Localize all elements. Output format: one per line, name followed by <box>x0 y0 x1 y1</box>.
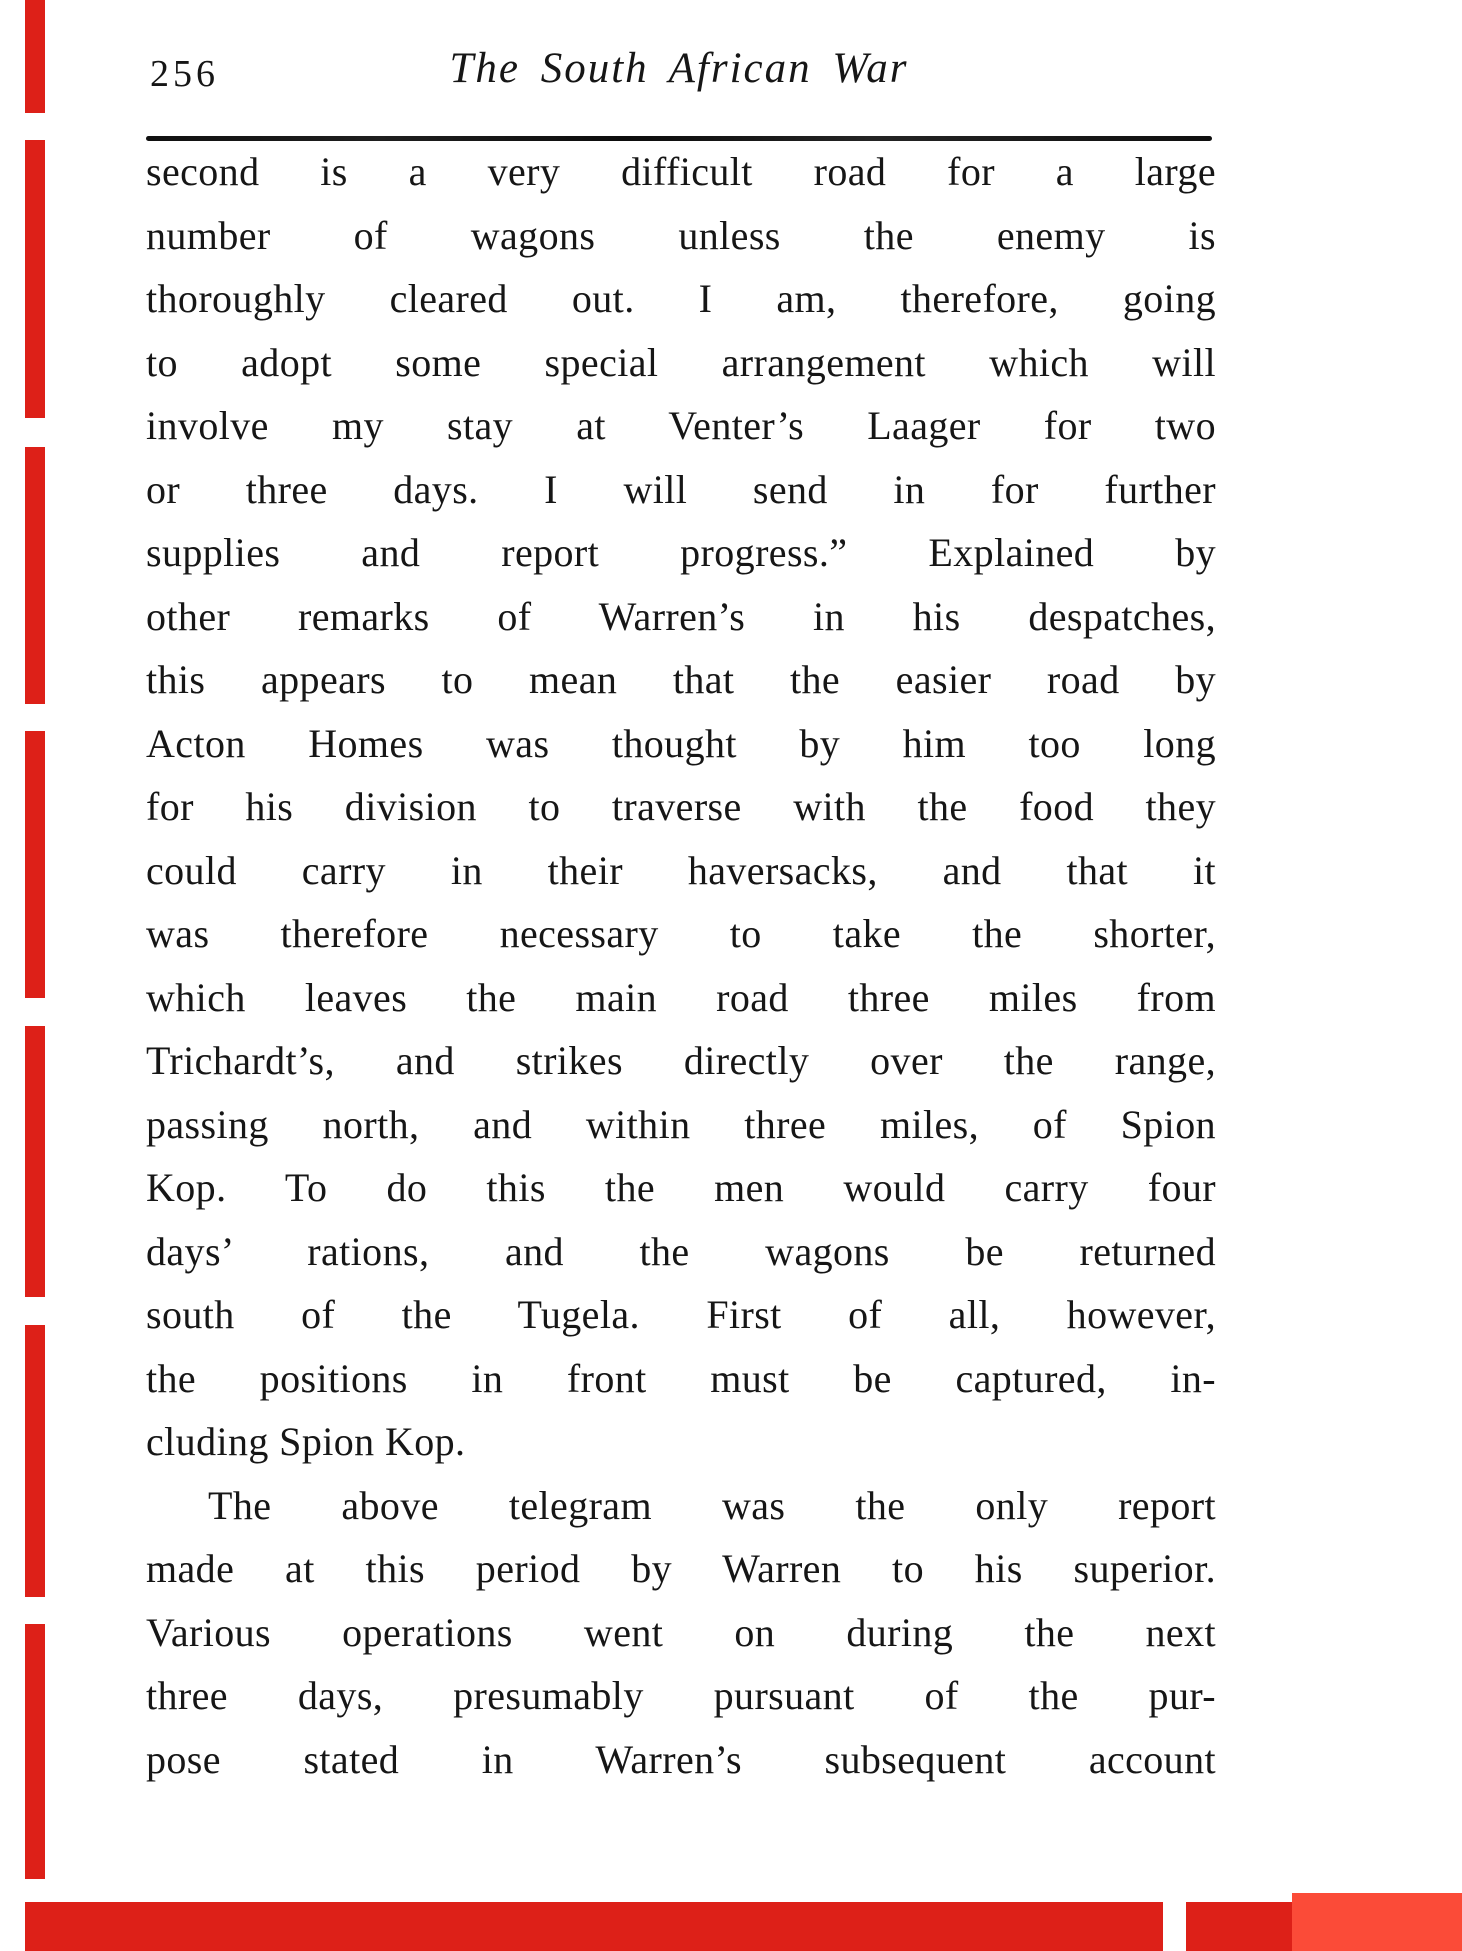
body-line: The above telegram was the only report <box>208 1482 1216 1528</box>
body-line: which leaves the main road three miles from <box>146 974 1216 1020</box>
body-line: days’ rations, and the wagons be returned <box>146 1228 1216 1274</box>
body-line: cluding Spion Kop. <box>146 1419 466 1464</box>
body-line: or three days. I will send in for further <box>146 466 1216 512</box>
body-line: made at this period by Warren to his superior. <box>146 1546 1216 1591</box>
running-title: The South African War <box>449 45 909 92</box>
body-line: passing north, and within three miles, of Spion <box>146 1101 1216 1147</box>
body-line: number of wagons unless the enemy is <box>146 212 1216 258</box>
body-line: other remarks of Warren’s in his despatches, <box>146 593 1216 639</box>
scan-edge-mark <box>25 1325 45 1597</box>
scan-edge-mark <box>25 447 45 704</box>
scan-edge-mark <box>25 0 45 113</box>
body-line: Various operations went on during the next <box>146 1609 1216 1655</box>
body-line: Kop. To do this the men would carry four <box>146 1165 1216 1210</box>
body-line: Acton Homes was thought by him too long <box>146 720 1216 766</box>
body-line: for his division to traverse with the food they <box>146 784 1216 829</box>
body-line: second is a very difficult road for a large <box>146 149 1216 194</box>
body-line: south of the Tugela. First of all, however, <box>146 1292 1216 1337</box>
scan-edge-mark <box>25 731 45 998</box>
scan-edge-mark <box>25 1624 45 1879</box>
scan-edge-mark <box>25 1026 45 1297</box>
body-line: three days, presumably pursuant of the pur- <box>146 1673 1216 1718</box>
body-line: pose stated in Warren’s subsequent account <box>146 1736 1216 1782</box>
body-line: thoroughly cleared out. I am, therefore, going <box>146 276 1216 321</box>
body-line: was therefore necessary to take the shorter, <box>146 911 1216 956</box>
scan-edge-mark <box>1292 1893 1462 1951</box>
body-line: involve my stay at Venter’s Laager for two <box>146 403 1216 448</box>
body-line: Trichardt’s, and strikes directly over the range, <box>146 1038 1216 1083</box>
scan-edge-mark <box>25 1902 1163 1951</box>
body-line: this appears to mean that the easier road by <box>146 657 1216 702</box>
body-text-block <box>146 140 1216 1791</box>
scan-edge-mark <box>25 140 45 418</box>
body-line: could carry in their haversacks, and that it <box>146 847 1216 893</box>
page-number: 256 <box>150 53 219 95</box>
body-line: the positions in front must be captured, in- <box>146 1355 1216 1401</box>
body-line: to adopt some special arrangement which will <box>146 339 1216 385</box>
body-line: supplies and report progress.” Explained by <box>146 530 1216 575</box>
